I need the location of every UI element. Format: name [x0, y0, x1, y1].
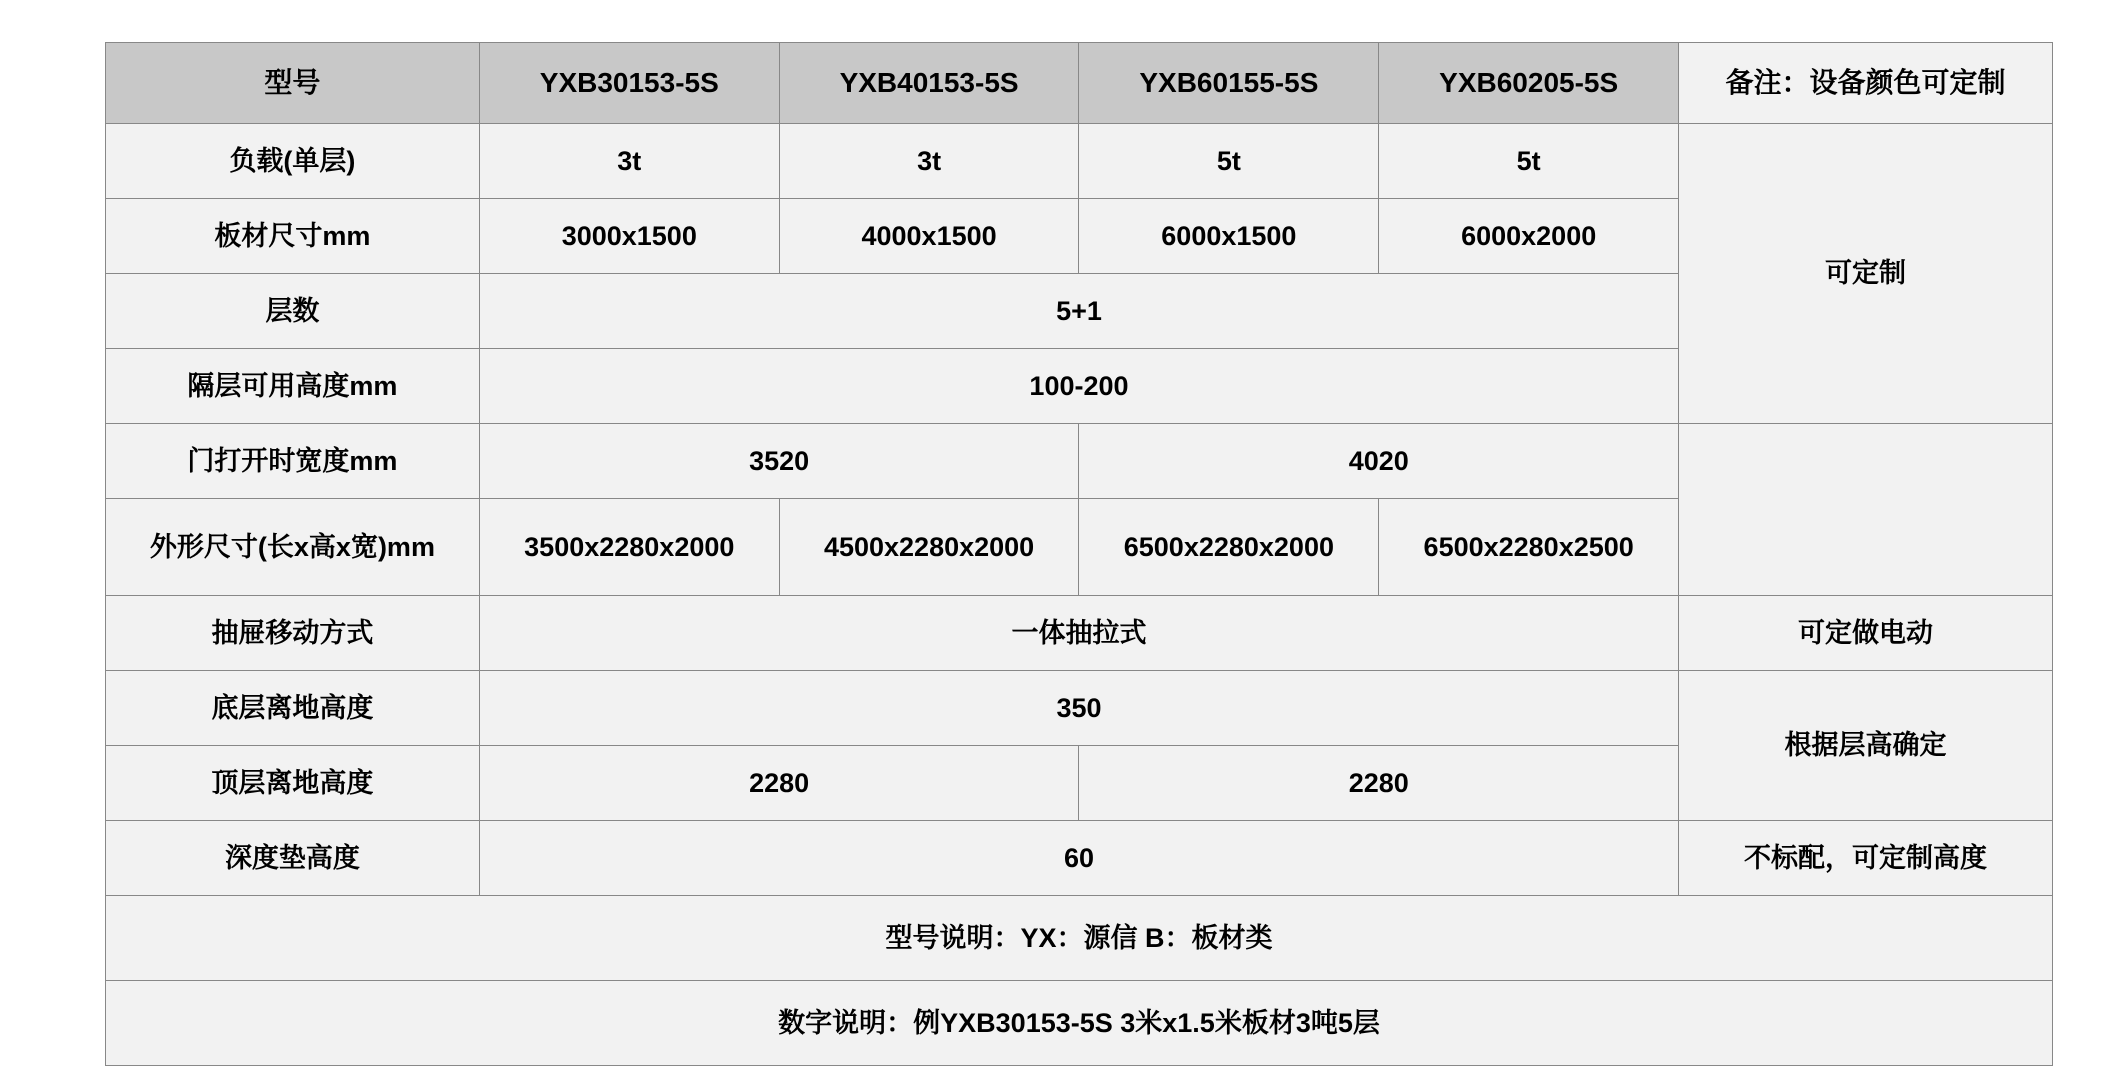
cell-plate-1: 3000x1500 — [479, 199, 779, 274]
header-label-model: 型号 — [106, 43, 480, 124]
header-model-3: YXB60155-5S — [1079, 43, 1379, 124]
cell-overall-4: 6500x2280x2500 — [1379, 499, 1679, 596]
cell-overall-3: 6500x2280x2000 — [1079, 499, 1379, 596]
cell-load-2: 3t — [779, 124, 1079, 199]
table-header-row — [106, 43, 2053, 124]
cell-overall-2: 4500x2280x2000 — [779, 499, 1079, 596]
cell-plate-4: 6000x2000 — [1379, 199, 1679, 274]
cell-load-1: 3t — [479, 124, 779, 199]
cell-drawer-move: 一体抽拉式 — [479, 596, 1678, 671]
table-row — [106, 424, 2053, 499]
header-model-1: YXB30153-5S — [479, 43, 779, 124]
cell-load-4: 5t — [1379, 124, 1679, 199]
cell-door-width-right: 4020 — [1079, 424, 1679, 499]
row-label-pad-height: 深度垫高度 — [106, 821, 480, 896]
row-label-top-height: 顶层离地高度 — [106, 746, 480, 821]
note-model-explanation: 型号说明：YX：源信 B：板材类 — [106, 896, 2053, 981]
note-number-explanation: 数字说明：例YXB30153-5S 3米x1.5米板材3吨5层 — [106, 981, 2053, 1066]
cell-bottom-height: 350 — [479, 671, 1678, 746]
cell-top-height-right: 2280 — [1079, 746, 1679, 821]
row-label-load: 负载(单层) — [106, 124, 480, 199]
cell-load-3: 5t — [1079, 124, 1379, 199]
note-row — [106, 896, 2053, 981]
row-label-layer-height: 隔层可用高度mm — [106, 349, 480, 424]
cell-plate-2: 4000x1500 — [779, 199, 1079, 274]
cell-plate-3: 6000x1500 — [1079, 199, 1379, 274]
row-label-bottom-height: 底层离地高度 — [106, 671, 480, 746]
cell-layers: 5+1 — [479, 274, 1678, 349]
row-label-overall-size: 外形尺寸(长x高x宽)mm — [106, 499, 480, 596]
remark-by-layer-height: 根据层高确定 — [1679, 671, 2053, 821]
header-model-2: YXB40153-5S — [779, 43, 1079, 124]
cell-top-height-left: 2280 — [479, 746, 1079, 821]
row-label-plate-size: 板材尺寸mm — [106, 199, 480, 274]
remark-electric-option: 可定做电动 — [1679, 596, 2053, 671]
table-row — [106, 124, 2053, 199]
row-label-layers: 层数 — [106, 274, 480, 349]
remark-customizable: 可定制 — [1679, 124, 2053, 424]
header-model-4: YXB60205-5S — [1379, 43, 1679, 124]
remark-blank-merge — [1679, 424, 2053, 596]
note-row — [106, 981, 2053, 1066]
table-row — [106, 596, 2053, 671]
row-label-drawer-move: 抽屉移动方式 — [106, 596, 480, 671]
cell-overall-1: 3500x2280x2000 — [479, 499, 779, 596]
table-row — [106, 671, 2053, 746]
header-remark: 备注：设备颜色可定制 — [1679, 43, 2053, 124]
table-row — [106, 821, 2053, 896]
specification-table — [105, 42, 2053, 1066]
cell-door-width-left: 3520 — [479, 424, 1079, 499]
row-label-door-width: 门打开时宽度mm — [106, 424, 480, 499]
cell-layer-height: 100-200 — [479, 349, 1678, 424]
cell-pad-height: 60 — [479, 821, 1678, 896]
remark-pad-height: 不标配，可定制高度 — [1679, 821, 2053, 896]
